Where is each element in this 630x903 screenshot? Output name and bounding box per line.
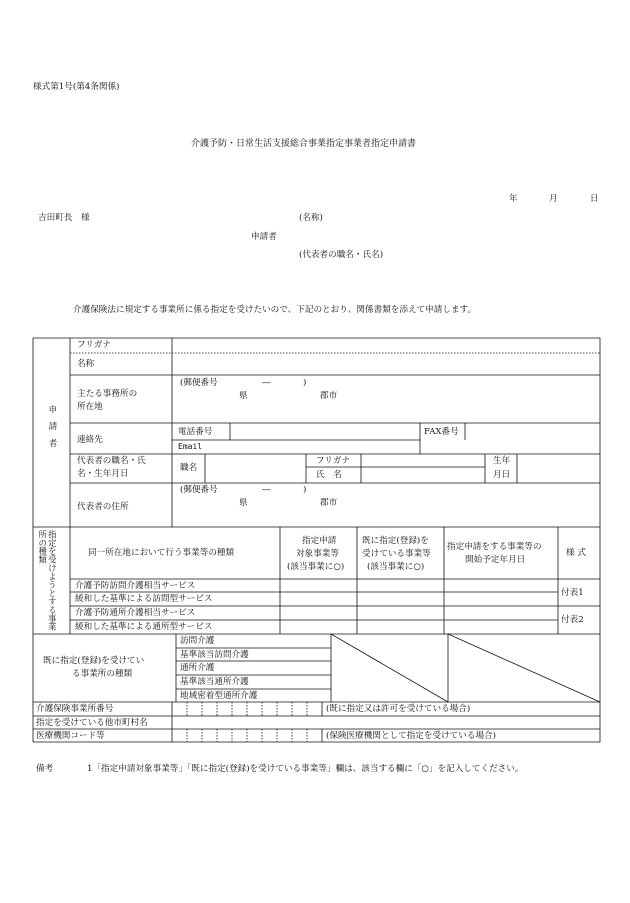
full-name-label: 氏 名	[316, 470, 342, 480]
rep-postal-label: (郵便番号	[180, 485, 218, 495]
representative-label: (代表者の職名・氏名)	[299, 250, 384, 260]
applicant-label: 申請者	[251, 232, 277, 242]
intro-text: 介護保険法に規定する事業所に係る指定を受けたいので、下記のとおり、関係書類を添えて申請します。	[73, 305, 477, 315]
insurance-number-note: (既に指定又は許可を受けている場合)	[326, 704, 471, 714]
contact-label: 連絡先	[77, 435, 103, 445]
service-row-2: 緩和した基準による訪問型サービス	[75, 594, 213, 604]
date-year: 年	[509, 194, 518, 204]
existing-item-2: 基準該当訪問介護	[180, 650, 249, 660]
position-label: 職名	[180, 463, 198, 473]
name-field-label: 名称	[77, 359, 95, 369]
rep-city-label: 郡市	[320, 498, 338, 508]
other-city-label: 指定を受けている他市町村名	[36, 718, 148, 728]
medical-code-note: (保険医療機関として指定を受けている場合)	[326, 731, 496, 741]
col-start-2: 開始予定年月日	[465, 555, 526, 565]
rep-title-label: 代表者の職名・氏	[77, 456, 146, 466]
remarks-text: 1「指定申請対象事業等」「既に指定(登録)を受けている事業等」欄は、該当する欄に「○」を記入してください。	[87, 764, 524, 774]
city-label: 郡市	[320, 391, 338, 401]
style-attachment-1: 付表1	[561, 588, 584, 598]
email-label: Email	[178, 442, 203, 451]
furigana-label-2: フリガナ	[316, 456, 350, 466]
existing-item-5: 地域密着型通所介護	[180, 691, 258, 701]
service-row-3: 介護予防通所介護相当サービス	[75, 608, 196, 618]
applicant-section-label: 申請者	[46, 405, 57, 455]
birth-label: 生年	[493, 456, 511, 466]
col-existing-2: 受けている事業等	[362, 549, 431, 559]
prefecture-label: 県	[239, 391, 248, 401]
fax-label: FAX番号	[424, 427, 459, 437]
name-label: (名称)	[299, 213, 323, 223]
birth-label-2: 月日	[493, 470, 511, 480]
office-location-label-2: 所在地	[77, 402, 103, 412]
existing-item-4: 基準該当通所介護	[180, 677, 249, 687]
existing-label-2: る事業所の種類	[72, 669, 133, 679]
col-style: 様 式	[566, 548, 586, 558]
office-location-label: 主たる事務所の	[77, 389, 138, 399]
postal-label: (郵便番号	[180, 378, 218, 388]
existing-item-3: 通所介護	[180, 663, 215, 673]
rep-postal-dash: ―	[262, 485, 271, 495]
services-section-label: 指定を受けようとする事業所の種類	[37, 530, 58, 631]
date-day: 日	[590, 194, 599, 204]
rep-postal-close: )	[303, 485, 307, 495]
rep-title-label-2: 名・生年月日	[77, 469, 129, 479]
phone-label: 電話番号	[178, 427, 213, 437]
col-target-1: 指定申請	[302, 536, 337, 546]
col-existing-1: 既に指定(登録)を	[362, 536, 429, 546]
form-title: 介護予防・日常生活支援総合事業指定事業者指定申請書	[191, 139, 417, 149]
form-number: 様式第1号(第4条関係)	[33, 82, 120, 92]
furigana-label: フリガナ	[77, 340, 111, 350]
postal-close: )	[303, 378, 307, 388]
col-existing-3: (該当事業に○)	[367, 562, 425, 572]
existing-item-1: 訪問介護	[180, 636, 215, 646]
insurance-number-label: 介護保険事業所番号	[36, 704, 114, 714]
addressee: 吉田町長 様	[38, 213, 90, 223]
existing-label: 既に指定(登録)を受けてい	[43, 656, 145, 666]
col-service-type: 同一所在地において行う事業等の種類	[88, 548, 235, 558]
col-target-2: 対象事業等	[296, 549, 339, 559]
service-row-1: 介護予防訪問介護相当サービス	[75, 581, 196, 591]
style-attachment-2: 付表2	[561, 615, 584, 625]
col-start-1: 指定申請をする事業等の	[447, 542, 542, 552]
postal-dash: ―	[262, 378, 271, 388]
date-month: 月	[549, 194, 558, 204]
service-row-4: 緩和した基準による通所型サービス	[75, 622, 213, 632]
col-target-3: (該当事業に○)	[287, 562, 345, 572]
remarks-label: 備考	[36, 764, 54, 774]
rep-address-label: 代表者の住所	[77, 502, 129, 512]
medical-code-label: 医療機関コード等	[36, 731, 105, 741]
rep-prefecture-label: 県	[239, 498, 248, 508]
